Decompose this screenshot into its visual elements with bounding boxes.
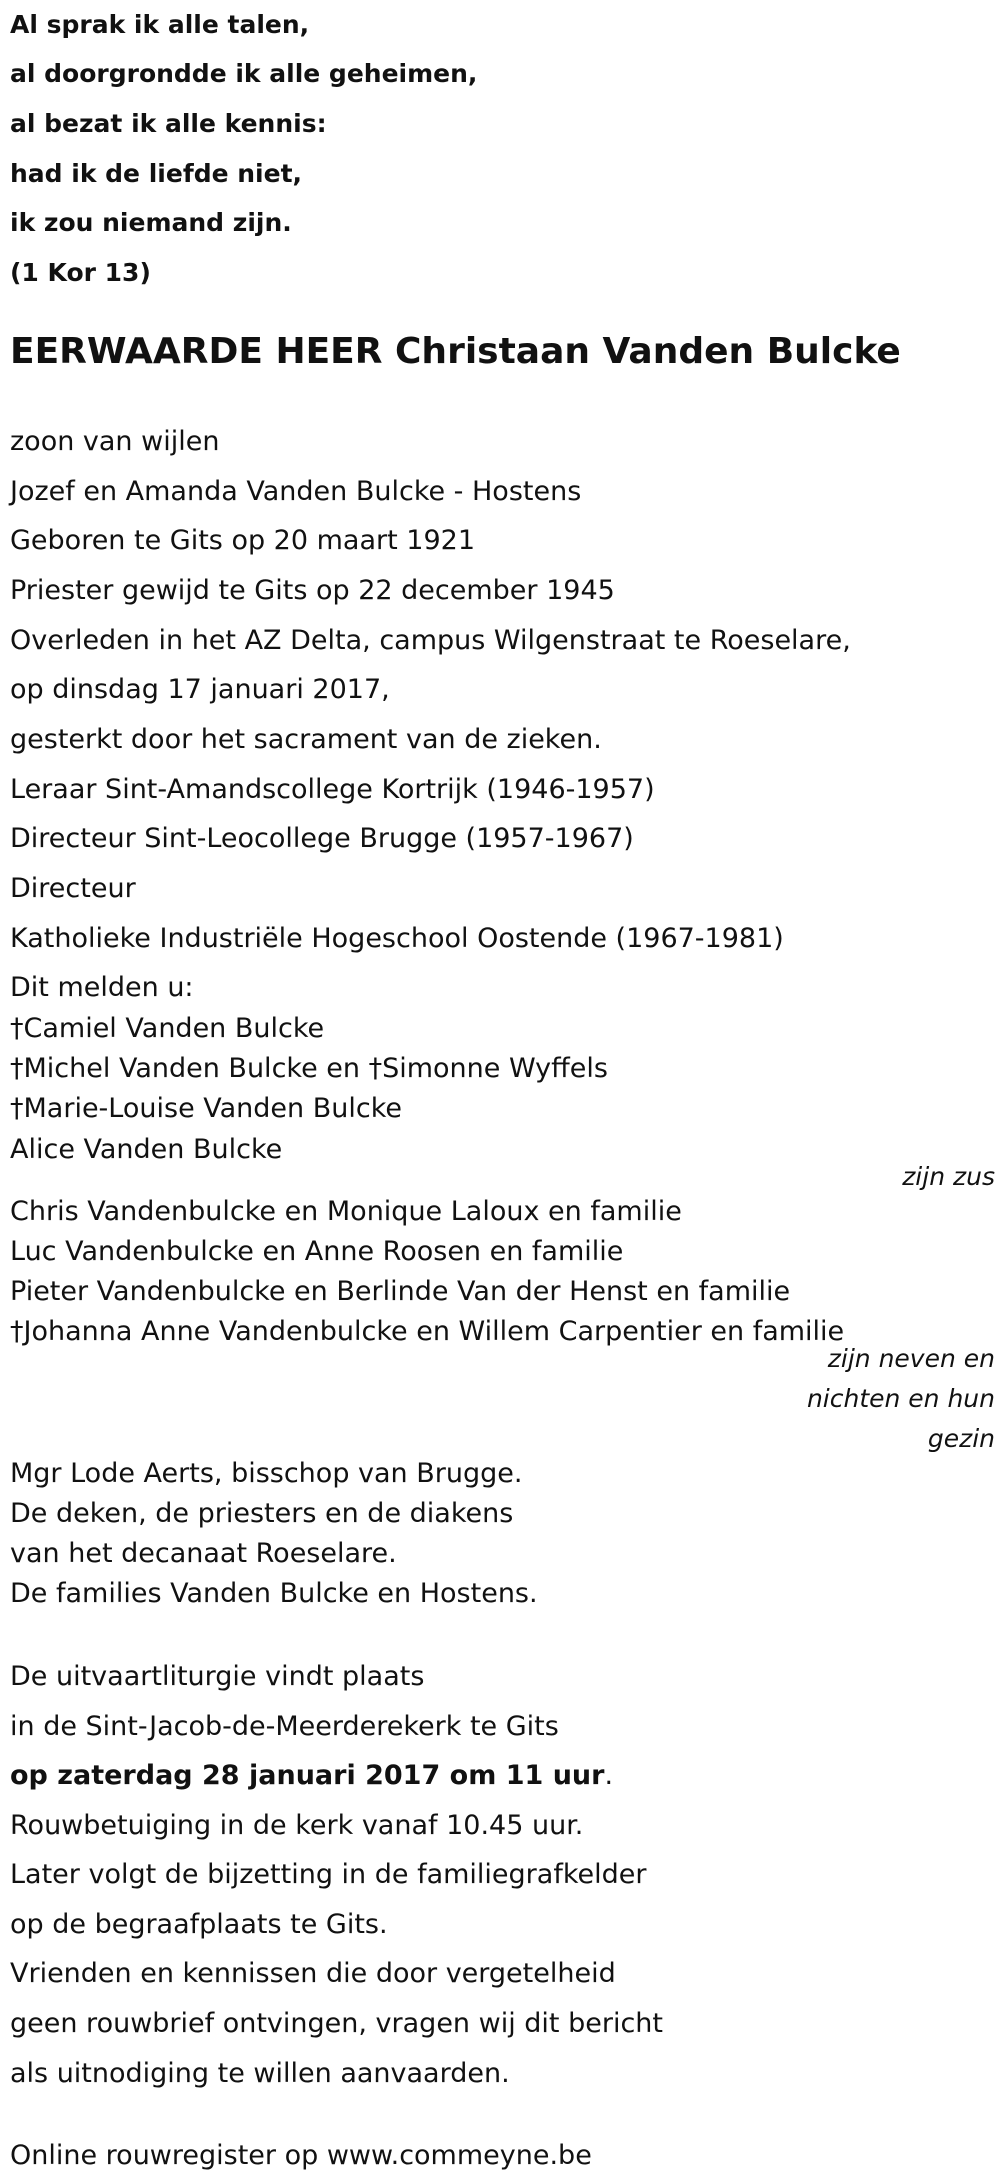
verse-line: ik zou niemand zijn. (10, 208, 292, 237)
bio-line: Geboren te Gits op 20 maart 1921 (10, 525, 475, 556)
verse-line: al doorgrondde ik alle geheimen, (10, 59, 478, 88)
clergy-line: Mgr Lode Aerts, bisschop van Brugge. (10, 1458, 523, 1489)
bio-line: zoon van wijlen (10, 426, 220, 457)
bio-line: Dit melden u: (10, 972, 194, 1003)
funeral-line: Later volgt de bijzetting in de familiegrafkelder (10, 1859, 647, 1890)
nephew-line: Chris Vandenbulcke en Monique Laloux en familie (10, 1196, 682, 1227)
bio-line: Leraar Sint-Amandscollege Kortrijk (1946-1957) (10, 774, 655, 805)
nephew-line: Pieter Vandenbulcke en Berlinde Van der Henst en familie (10, 1276, 791, 1307)
clergy-line: De deken, de priesters en de diakens (10, 1498, 514, 1529)
bio-line: Priester gewijd te Gits op 22 december 1945 (10, 575, 615, 606)
clergy-line: van het decanaat Roeselare. (10, 1538, 397, 1569)
footer-prefix: Online rouwregister op (10, 2140, 327, 2171)
nephew-line: †Johanna Anne Vandenbulcke en Willem Carpentier en familie (10, 1316, 845, 1347)
funeral-line: Rouwbetuiging in de kerk vanaf 10.45 uur. (10, 1810, 584, 1841)
page-title: EERWAARDE HEER Christaan Vanden Bulcke (10, 331, 901, 372)
website-link[interactable]: www.commeyne.be (326, 2140, 592, 2171)
nephews-relation-line: nichten en hun (806, 1384, 995, 1413)
funeral-line: als uitnodiging te willen aanvaarden. (10, 2058, 510, 2089)
bio-line: Directeur Sint-Leocollege Brugge (1957-1967) (10, 823, 634, 854)
bio-line: Jozef en Amanda Vanden Bulcke - Hostens (10, 476, 582, 507)
nephews-relation-line: zijn neven en (827, 1344, 995, 1373)
bio-line: Overleden in het AZ Delta, campus Wilgenstraat te Roeselare, (10, 625, 851, 656)
bio-line: Katholieke Industriële Hogeschool Oostende (1967-1981) (10, 923, 784, 954)
funeral-date-bold: op zaterdag 28 januari 2017 om 11 uur (10, 1760, 605, 1791)
nephew-line: Luc Vandenbulcke en Anne Roosen en familie (10, 1236, 624, 1267)
verse-line: had ik de liefde niet, (10, 159, 303, 188)
funeral-line: geen rouwbrief ontvingen, vragen wij dit bericht (10, 2008, 663, 2039)
funeral-line: in de Sint-Jacob-de-Meerderekerk te Gits (10, 1711, 559, 1742)
sibling-line: †Marie-Louise Vanden Bulcke (10, 1093, 403, 1124)
funeral-date-suffix: . (604, 1760, 614, 1791)
bio-line: gesterkt door het sacrament van de zieken. (10, 724, 602, 755)
funeral-line: De uitvaartliturgie vindt plaats (10, 1661, 425, 1692)
bio-line: Directeur (10, 873, 136, 904)
sibling-line: †Camiel Vanden Bulcke (10, 1013, 325, 1044)
funeral-line: op de begraafplaats te Gits. (10, 1909, 388, 1940)
bio-line: op dinsdag 17 januari 2017, (10, 674, 390, 705)
funeral-line: Vrienden en kennissen die door vergetelheid (10, 1958, 616, 1989)
funeral-date (10, 1762, 613, 1789)
nephews-relation-line: gezin (927, 1424, 995, 1453)
siblings-relation: zijn zus (902, 1162, 995, 1191)
sibling-line: Alice Vanden Bulcke (10, 1134, 283, 1165)
footer-online-register (10, 2142, 592, 2169)
clergy-line: De families Vanden Bulcke en Hostens. (10, 1578, 538, 1609)
verse-line: al bezat ik alle kennis: (10, 109, 327, 138)
verse-reference: (1 Kor 13) (10, 258, 151, 287)
sibling-line: †Michel Vanden Bulcke en †Simonne Wyffels (10, 1053, 608, 1084)
verse-line: Al sprak ik alle talen, (10, 10, 310, 39)
